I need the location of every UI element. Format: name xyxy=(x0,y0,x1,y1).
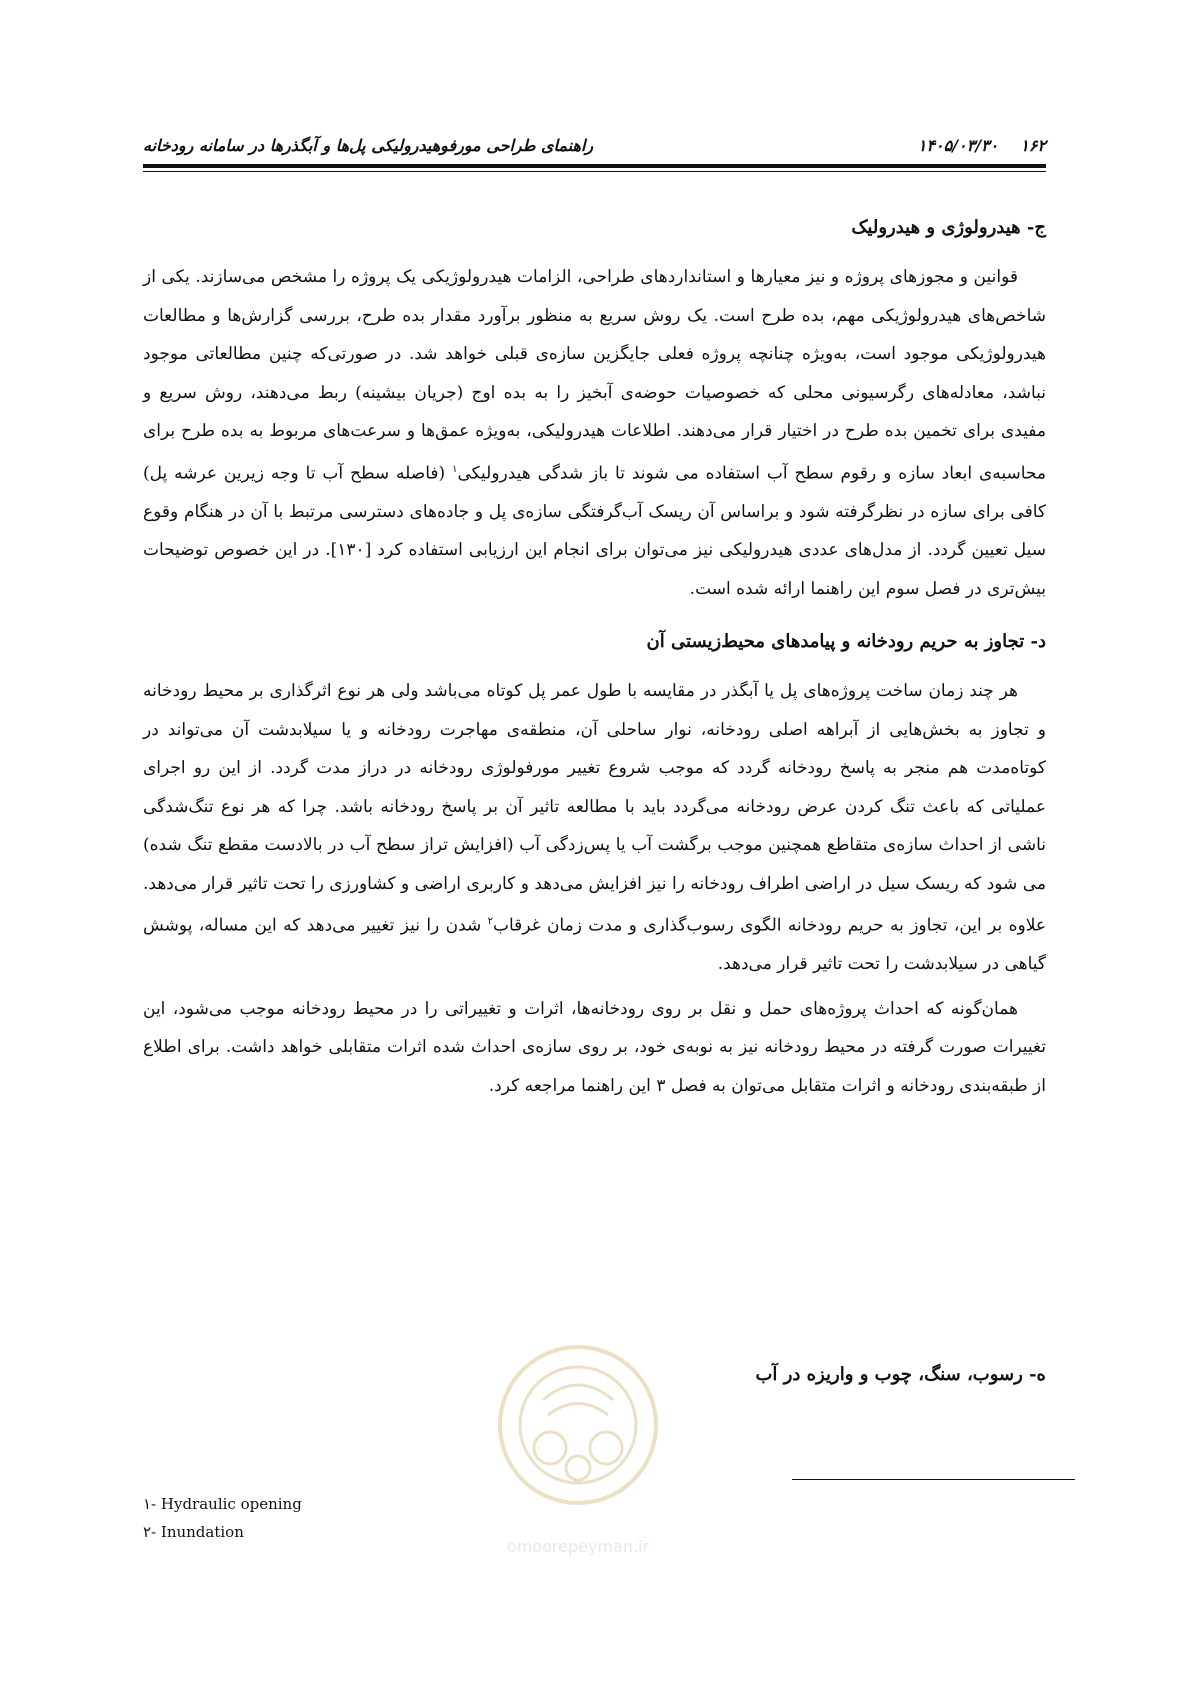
section-heading-d: د- تجاوز به حریم رودخانه و پیامدهای محیط‌زیستی آن xyxy=(646,631,1046,653)
paragraph-text: هر چند زمان ساخت پروژه‌های پل یا آبگذر در مقایسه با طول عمر پل کوتاه می‌باشد ولی هر نوع اثرگذاری بر محیط رودخانه و تجاوز به بخش‌هایی از آبراهه اصلی رودخانه، نوار ساحلی آن، منطقه‌ی مهاجرت رودخانه و یا سیلابدشت آن می‌تواند در کوتاه‌مدت هم منجر به پاسخ رودخانه گردد که موجب شروع تغییر مورفولوژی رودخانه در دراز مدت گردد. از این رو اجرای عملیاتی که باعث تنگ کردن عرض رودخانه می‌گردد باید با مطالعه تاثیر آن بر پاسخ رودخانه باشد. چرا که هر نوع تنگ‌شدگی ناشی از احداث سازه‌ی متقاطع همچنین موجب برگشت آب یا پس‌زدگی آب (افزایش تراز سطح آب در بالادست مقطع تنگ شده) می شود که ریسک سیل در اراضی اطراف رودخانه را نیز افزایش می‌دهد و کاربری اراضی و کشاورزی را تحت تاثیر قرار می‌دهد. علاوه بر این، تجاوز به حریم رودخانه الگوی رسوب‌گذاری و مدت زمان غرقاب xyxy=(143,681,1046,936)
paragraph xyxy=(143,672,1046,984)
paragraph: همان‌گونه که احداث پروژه‌های حمل و نقل بر روی رودخانه‌ها، اثرات و تغییراتی را در محیط رودخانه موجب می‌شود، این تغییرات صورت گرفته در محیط رودخانه نیز به نوبه‌ی خود، بر روی سازه‌ی احداث شده اثرات متقابلی خواهد داشت. برای اطلاع از طبقه‌بندی رودخانه و اثرات متقابل می‌توان به فصل ۳ این راهنما مراجعه کرد. xyxy=(143,998,1046,1096)
footnote-2: ۲- Inundation xyxy=(143,1523,244,1541)
header-right-group xyxy=(918,136,1046,155)
section-heading-h: ه- رسوب، سنگ، چوب و واریزه در آب xyxy=(755,1364,1046,1385)
paragraph-text: شدن را نیز تغییر می‌دهد که این مساله، پوشش گیاهی در سیلابدشت را تحت تاثیر قرار می‌دهد. xyxy=(143,915,1046,975)
section-heading-j: ج- هیدرولوژی و هیدرولیک xyxy=(851,217,1046,238)
main-content xyxy=(143,208,1046,1111)
paragraph-text: (فاصله سطح آب تا وجه زیرین عرشه پل) کافی برای سازه در نظرگرفته شود و براساس آن ریسک آب‌گرفتگی سازه‌ی پل و جاده‌های دسترسی مرتبط با آن در هنگام وقوع سیل تعیین گردد. از مدل‌های عددی هیدرولیکی نیز می‌توان برای انجام این ارزیابی استفاده کرد [۱۳۰]. در این خصوص توضیحات بیش‌تری در فصل سوم این راهنما ارائه شده است. xyxy=(143,463,1046,599)
footnote-1: ۱- Hydraulic opening xyxy=(143,1495,302,1513)
footnotes xyxy=(143,1490,302,1546)
header-rule-thin xyxy=(143,171,1046,172)
header-date: ۱۴۰۵/۰۳/۳۰ xyxy=(917,135,999,155)
header-rule-thick xyxy=(143,164,1046,168)
watermark-seal-icon xyxy=(488,1330,668,1570)
paragraph-text: قوانین و مجوزهای پروژه و نیز معیارها و استانداردهای طراحی، الزامات هیدرولوژیکی یک پروژه را مشخص می‌سازند. یکی از شاخص‌های هیدرولوژیکی مهم، بده طرح است. یک روش سریع به منظور برآورد مقدار بده طرح، بررسی گزارش‌ها و مطالعات هیدرولوژیکی موجود است، به‌ویژه چنانچه پروژه فعلی جایگزین سازه‌ی قبلی خواهد شد. در صورتی‌که چنین مطالعاتی موجود نباشد، معادله‌های رگرسیونی محلی که خصوصیات حوضه‌ی آبخیز را به بده اوج (جریان بیشینه) ربط می‌دهند، روش سریع و مفیدی برای تخمین بده طرح در اختیار قرار می‌دهند. اطلاعات هیدرولیکی، به‌ویژه عمق‌ها و سرعت‌های مربوط به بده طرح برای محاسبه‌ی ابعاد سازه و رقوم سطح آب استفاده می شوند تا باز شدگی هیدرولیکی xyxy=(143,267,1046,484)
page-number: ۱۶۲ xyxy=(1020,135,1046,155)
paragraph xyxy=(143,258,1046,608)
running-header xyxy=(143,128,1046,162)
footnote-rule xyxy=(792,1479,1075,1480)
header-title: راهنمای طراحی مورفوهیدرولیکی پل‌ها و آبگذرها در سامانه رودخانه xyxy=(143,135,594,155)
footnote-ref: ۱ xyxy=(452,463,458,475)
watermark-url: omoorepeyman.ir xyxy=(506,1537,650,1556)
footnote-ref: ۲ xyxy=(487,916,493,928)
